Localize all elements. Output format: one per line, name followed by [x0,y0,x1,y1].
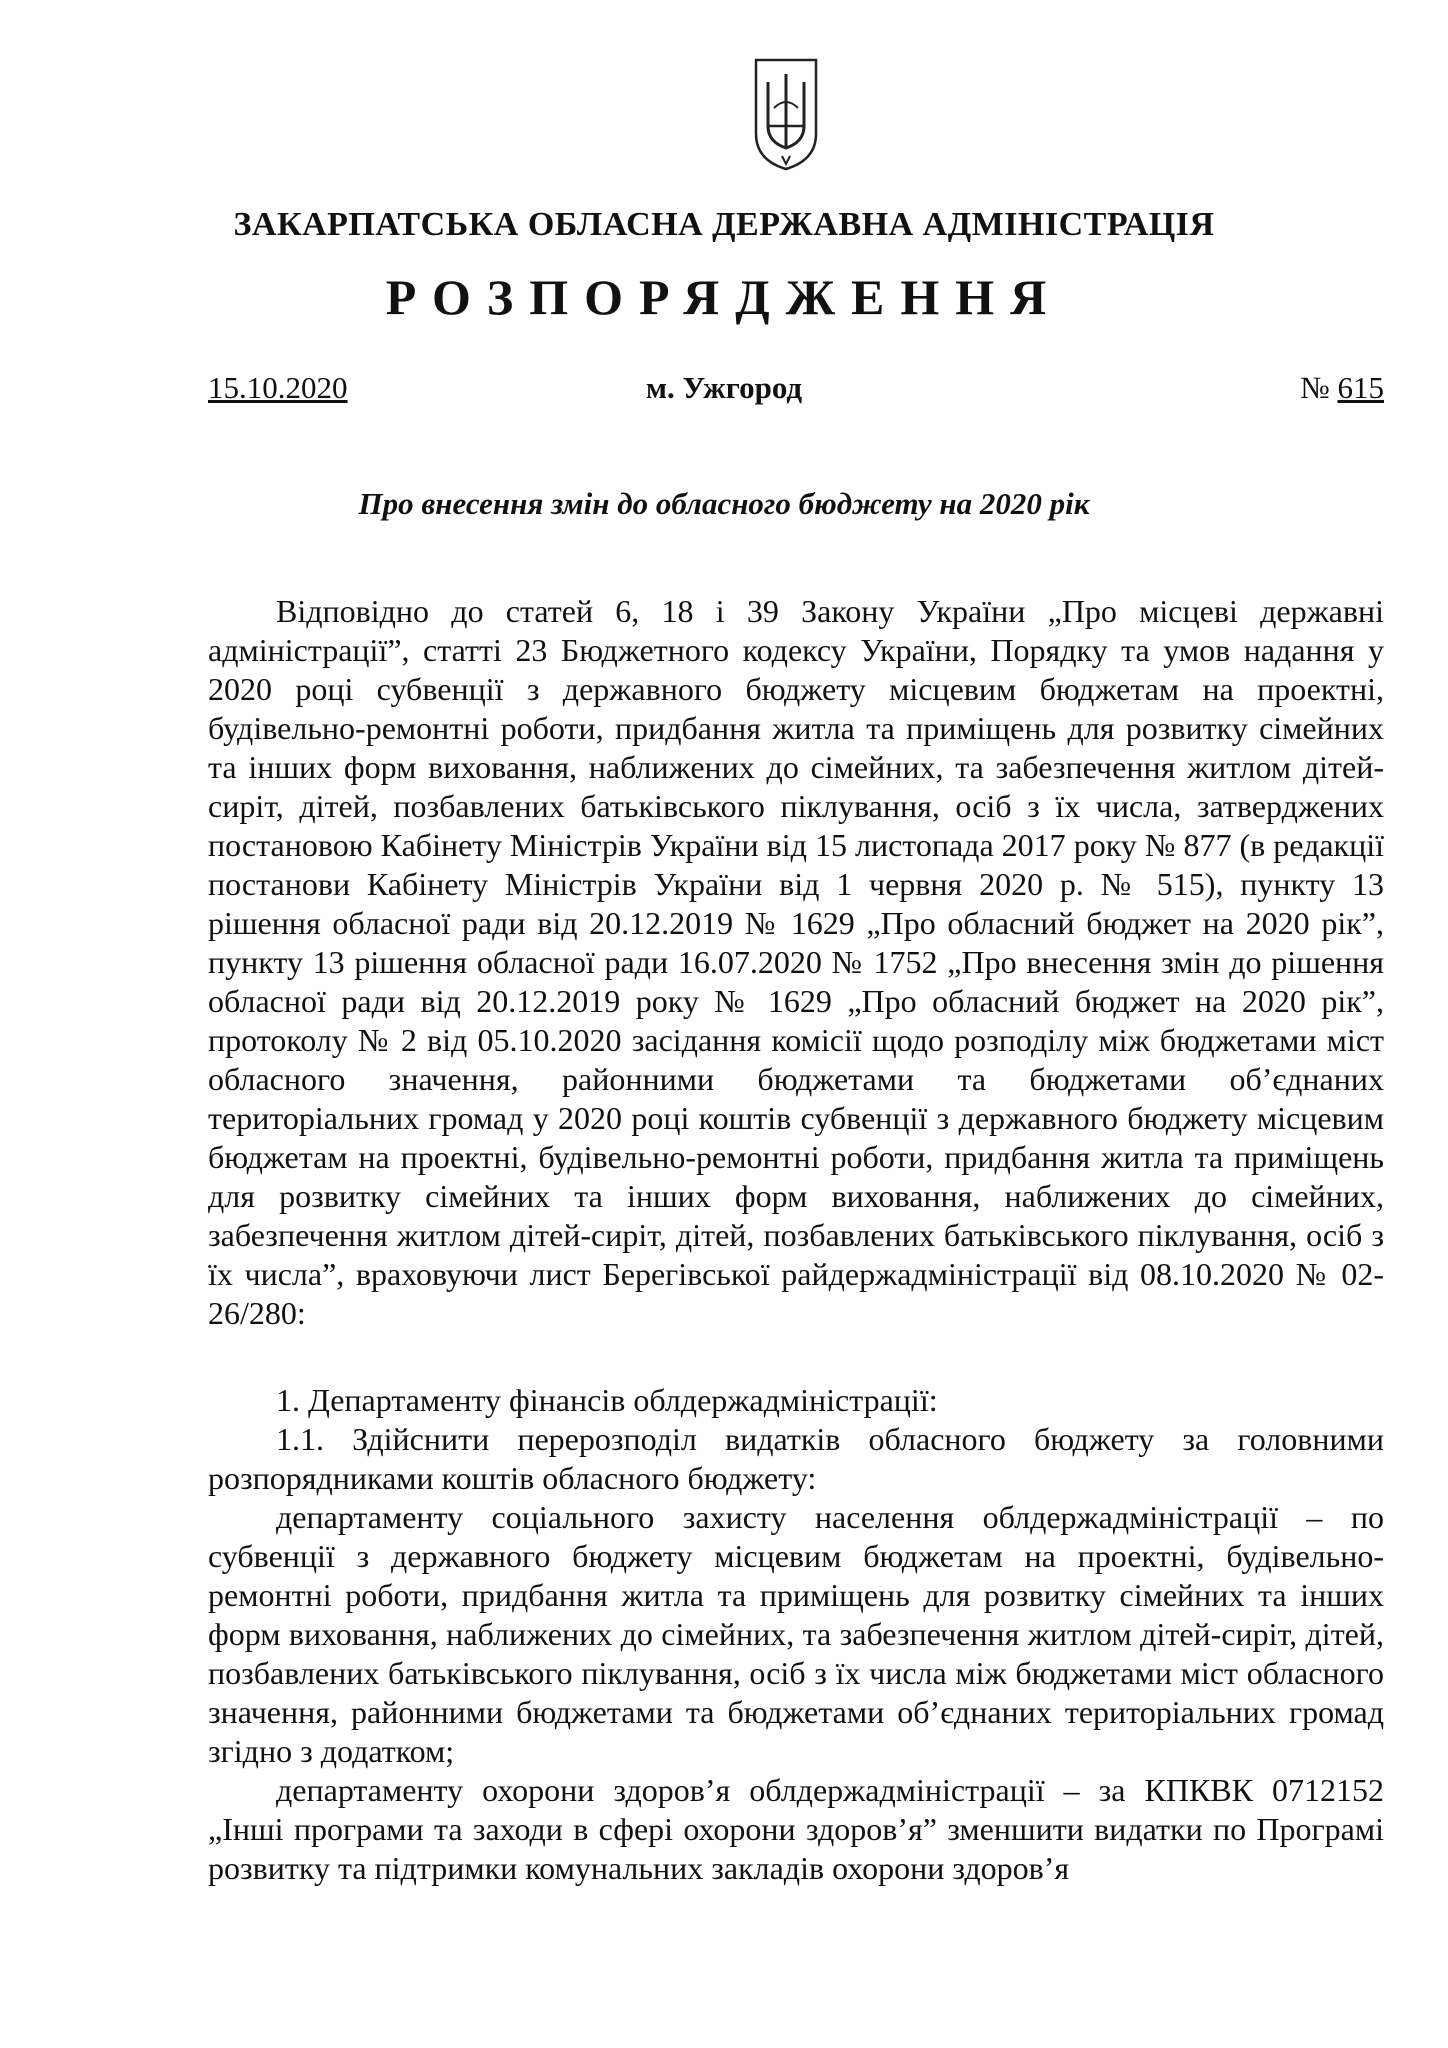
document-date: 15.10.2020 [208,370,348,405]
item-1-1-paragraph: 1.1. Здійснити перерозподіл видатків обласного бюджету за головними розпорядниками коштів обласного бюджету: [208,1421,1384,1496]
dept-social-paragraph: департаменту соціального захисту населення облдержадміністрації – по субвенції з державного бюджету місцевим бюджетам на проектні, будівельно-ремонтні роботи, придбання житла та приміщень для розвитку сімейних та інших форм виховання, наближених до сімейних, та забезпечення житлом дітей-сиріт, дітей, позбавлених батьківського піклування, осіб з їх числа між бюджетами міст обласного значення, районними бюджетами та бюджетами об’єднаних територіальних громад згідно з додатком; [208,1499,1384,1769]
coat-of-arms-icon [752,56,820,172]
number-label: № [1300,370,1330,405]
document-subject: Про внесення змін до обласного бюджету на 2020 рік [358,486,1090,521]
number-value: 615 [1337,370,1384,405]
item-1-paragraph: 1. Департаменту фінансів облдержадміністрації: [276,1382,938,1418]
preamble-paragraph: Відповідно до статей 6, 18 і 39 Закону України „Про місцеві державні адміністрації”, статті 23 Бюджетного кодексу України, Порядку та умов надання у 2020 році субвенції з державного бюджету місцевим бюджетам на проектні, будівельно-ремонтні роботи, придбання житла та приміщень для розвитку сімейних та інших форм виховання, наближених до сімейних, та забезпечення житлом дітей-сиріт, дітей, позбавлених батьківського піклування, осіб з їх числа, затверджених постановою Кабінету Міністрів України від 15 листопада 2017 року № 877 (в редакції постанови Кабінету Міністрів України від 1 червня 2020 р. № 515), пункту 13 рішення обласної ради від 20.12.2019 № 1629 „Про обласний бюджет на 2020 рік”, пункту 13 рішення обласної ради 16.07.2020 № 1752 „Про внесення змін до рішення обласної ради від 20.12.2019 року № 1629 „Про обласний бюджет на 2020 рік”, протоколу № 2 від 05.10.2020 засідання комісії щодо розподілу між бюджетами міст обласного значення, районними бюджетами та бюджетами об’єднаних територіальних громад у 2020 році коштів субвенції з державного бюджету місцевим бюджетам на проектні, будівельно-ремонтні роботи, придбання житла та приміщень для розвитку сімейних та інших форм виховання, наближених до сімейних, забезпечення житлом дітей-сиріт, дітей, позбавлених батьківського піклування, осіб з їх числа”, враховуючи лист Берегівської райдержадміністрації від 08.10.2020 № 02-26/280: [208,593,1384,1331]
document-type-title: РОЗПОРЯДЖЕННЯ [385,269,1063,325]
authority-name: ЗАКАРПАТСЬКА ОБЛАСНА ДЕРЖАВНА АДМІНІСТРАЦІЯ [233,206,1215,243]
document-body [208,592,1384,1888]
dept-health-paragraph: департаменту охорони здоров’я облдержадміністрації – за КПКВК 0712152 „Інші програми та заходи в сфері охорони здоров’я” зменшити видатки по Програмі розвитку та підтримки комунальних закладів охорони здоров’я [208,1772,1384,1886]
document-number [1300,370,1384,406]
document-city: м. Ужгород [645,370,803,405]
